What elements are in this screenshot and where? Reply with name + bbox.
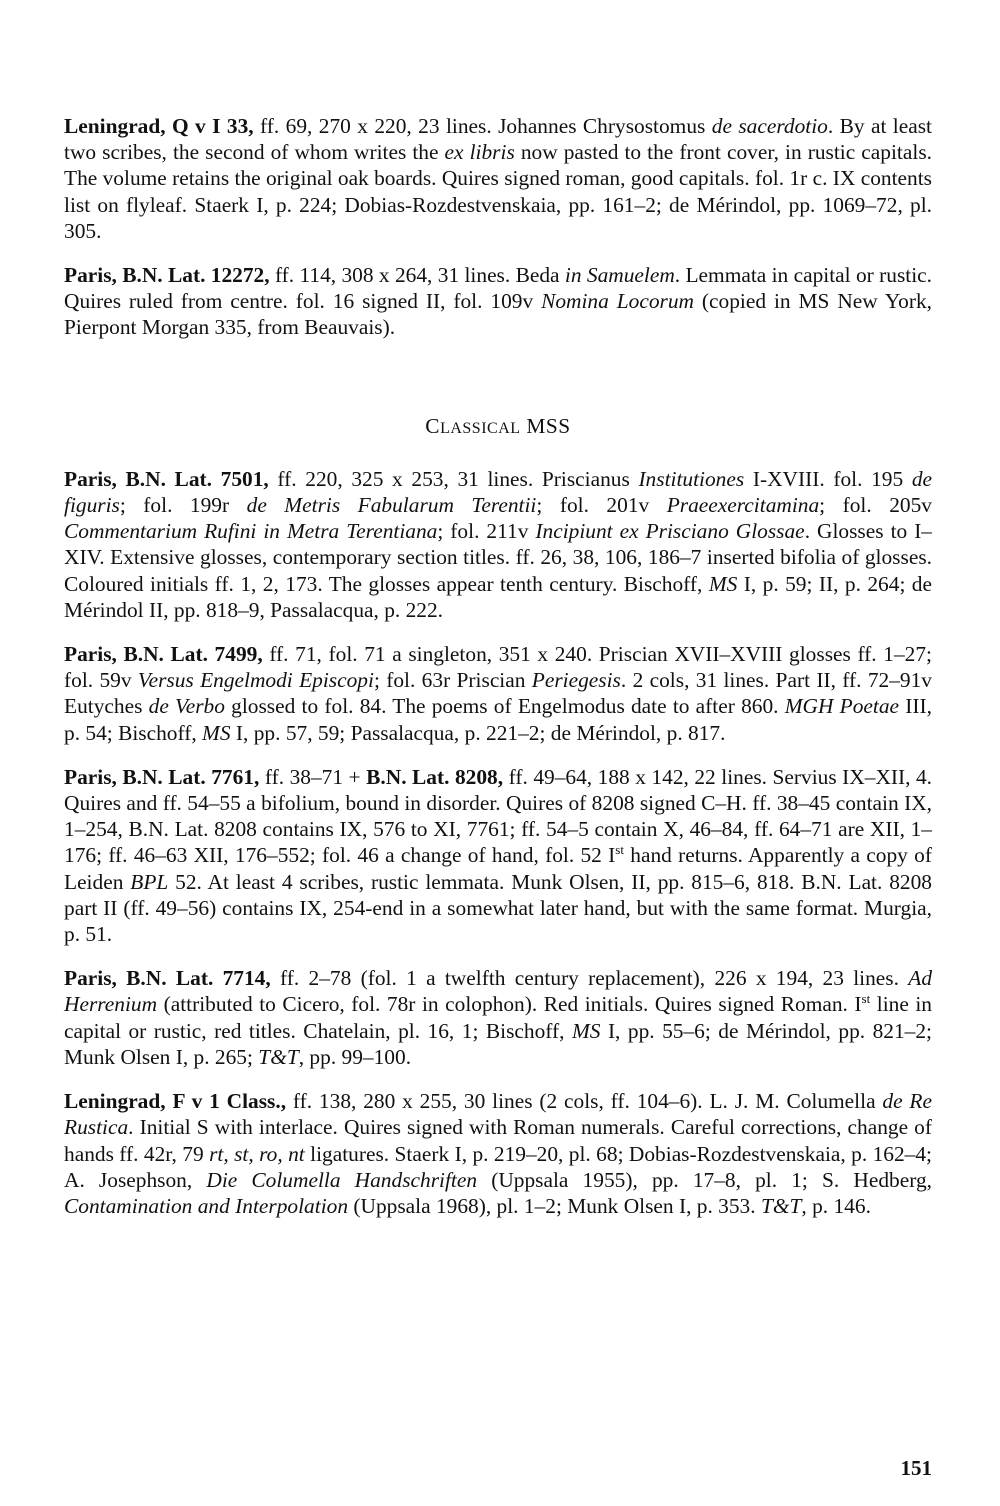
manuscript-entry — [64, 764, 932, 947]
italic-title: MGH Poetae — [784, 694, 900, 719]
entry-text: ff. 69, 270 x 220, 23 lines. Johannes Chrysostomus — [253, 114, 712, 138]
entry-text: I, pp. 55–6; de Mérindol, pp. 821–2; Munk Olsen I, p. 265; — [64, 1018, 932, 1069]
entry-text: ; fol. 211v — [437, 519, 536, 544]
shelfmark: Paris, B.N. Lat. 7501, — [64, 466, 269, 491]
section-heading-rest: MSS — [520, 413, 571, 438]
manuscript-entry — [64, 113, 932, 244]
ordinal-suffix: st — [615, 842, 624, 858]
italic-title: T&T — [258, 1044, 299, 1069]
italic-title: de figuris — [64, 466, 933, 518]
italic-title: MS — [571, 1018, 601, 1043]
italic-title: de Metris Fabularum Terentii — [246, 493, 537, 518]
italic-title: de Re Rustica — [64, 1089, 932, 1140]
italic-title: Contamination and Interpolation — [64, 1193, 349, 1218]
shelfmark: Paris, B.N. Lat. 7714, — [64, 966, 271, 991]
entry-text: (copied in MS New York, Pierpont Morgan 335, from Beauvais). — [64, 289, 932, 340]
entry-text: ff. 2–78 (fol. 1 a twelfth century replacement), 226 x 194, 23 lines. — [270, 966, 909, 991]
entry-text: , pp. 99–100. — [298, 1044, 412, 1069]
entry-text: ; fol. 205v — [819, 493, 932, 518]
entry-text: line in capital or rustic, red titles. Chatelain, pl. 16, 1; Bischoff, — [64, 992, 932, 1043]
entry-text: ff. 38–71 + — [259, 764, 367, 789]
italic-title: Die Columella Handschriften — [206, 1167, 478, 1192]
entry-text: . Glosses to I–XIV. Extensive glosses, contemporary section titles. ff. 26, 38, 106, 186–7 inserted bifolia of glosses. Coloured initials ff. 1, 2, 173. The glosses appear tenth century. Bischoff, — [64, 519, 933, 596]
page-body — [64, 113, 932, 1237]
entry-text: I, pp. 57, 59; Passalacqua, p. 221–2; de Mérindol, p. 817. — [230, 720, 726, 745]
italic-title: MS — [708, 571, 738, 596]
entry-text: ligatures. Staerk I, p. 219–20, pl. 68; Dobias-Rozdestvenskaia, p. 162–4; A. Josephson, — [64, 1141, 932, 1192]
entry-text: I, p. 59; II, p. 264; de Mérindol II, pp. 818–9, Passalacqua, p. 222. — [64, 571, 932, 622]
entry-text: ff. 138, 280 x 255, 30 lines (2 cols, ff. 104–6). L. J. M. Columella — [286, 1089, 883, 1114]
entry-text: glossed to fol. 84. The poems of Engelmodus date to after 860. — [224, 694, 785, 719]
shelfmark: Leningrad, Q v I 33, — [64, 114, 254, 138]
italic-title: de sacerdotio — [711, 114, 828, 138]
entry-text: now pasted to the front cover, in rustic capitals. The volume retains the original oak boards. Quires signed roman, good capitals. fol. 1r c. IX contents list on flyleaf. Staerk I, p. 224; Dobias-Rozdestvenskaia, pp. 161–2; de Mérindol, pp. 1069–72, pl. 305. — [64, 140, 932, 243]
italic-title: Ad Herrenium — [64, 966, 933, 1017]
italic-title: Periegesis — [531, 668, 621, 693]
italic-title: de Verbo — [148, 694, 225, 719]
page-number: 151 — [900, 1456, 932, 1480]
section-heading-smallcaps: LASSICAL — [440, 419, 521, 437]
italic-title: Nomina Locorum — [541, 289, 694, 314]
entry-text: , p. 146. — [801, 1193, 871, 1218]
italic-title: Commentarium Rufini in Metra Terentiana — [64, 519, 438, 544]
italic-title: in Samuelem — [564, 263, 675, 288]
entry-text: I-XVIII. fol. 195 — [744, 466, 912, 491]
entry-text: (attributed to Cicero, fol. 78r in colophon). Red initials. Quires signed Roman. I — [157, 992, 862, 1017]
entry-text: . By at least two scribes, the second of whom writes the — [64, 114, 932, 165]
entry-text: ff. 49–64, 188 x 142, 22 lines. Servius IX–XII, 4. Quires and ff. 54–55 a bifolium, bound in disorder. Quires of 8208 signed C–H. ff. 38–45 contain IX, 1–254, B.N. Lat. 8208 contains IX, 576 to XI, 7761; ff. 54–5 contain X, 46–84, ff. 64–71 are XII, 1–176; ff. 46–63 XII, 176–552; fol. 46 a change of hand, fol. 52 I — [64, 764, 933, 868]
italic-title: BPL — [130, 869, 169, 894]
shelfmark: B.N. Lat. 8208, — [366, 764, 504, 789]
shelfmark: Paris, B.N. Lat. 12272, — [64, 263, 270, 288]
italic-title: MS — [202, 720, 231, 745]
entry-text: ff. 220, 325 x 253, 31 lines. Priscianus — [268, 466, 639, 491]
manuscript-entry — [64, 262, 932, 341]
italic-title: Versus Engelmodi Episcopi — [137, 668, 374, 693]
section-heading — [64, 413, 932, 442]
entry-text: (Uppsala 1968), pl. 1–2; Munk Olsen I, p. 353. — [348, 1193, 761, 1218]
entry-text: . 2 cols, 31 lines. Part II, ff. 72–91v Eutyches — [64, 668, 933, 719]
manuscript-entry — [64, 1088, 932, 1219]
italic-title: Praeexercitamina — [666, 493, 820, 518]
manuscript-entry — [64, 641, 932, 746]
italic-title: rt, st, ro, nt — [209, 1141, 305, 1166]
entry-text: III, p. 54; Bischoff, — [64, 694, 932, 745]
entry-text: ; fol. 199r — [119, 493, 247, 518]
italic-title: T&T — [760, 1193, 802, 1218]
ordinal-suffix: st — [861, 991, 871, 1007]
entry-text: hand returns. Apparently a copy of Leiden — [64, 843, 932, 894]
entry-text: ; fol. 201v — [536, 493, 667, 518]
section-heading-initial: C — [425, 413, 441, 438]
manuscript-entry — [64, 466, 932, 623]
manuscript-entry — [64, 965, 932, 1070]
entry-text: . Initial S with interlace. Quires signed with Roman numerals. Careful corrections, change of hands ff. 42r, 79 — [64, 1115, 932, 1166]
entry-text: ff. 71, fol. 71 a singleton, 351 x 240. Priscian XVII–XVIII glosses ff. 1–27; fol. 59v — [64, 642, 932, 693]
entries-classical — [64, 466, 932, 1219]
entry-text: ; fol. 63r Priscian — [373, 668, 532, 693]
shelfmark: Paris, B.N. Lat. 7499, — [64, 642, 263, 667]
italic-title: Institutiones — [638, 466, 745, 491]
entry-text: ff. 114, 308 x 264, 31 lines. Beda — [269, 263, 565, 288]
entries-top — [64, 113, 932, 341]
italic-title: Incipiunt ex Prisciano Glossae — [535, 519, 805, 544]
shelfmark: Paris, B.N. Lat. 7761, — [64, 764, 260, 789]
shelfmark: Leningrad, F v 1 Class., — [64, 1089, 287, 1114]
entry-text: (Uppsala 1955), pp. 17–8, pl. 1; S. Hedberg, — [477, 1167, 932, 1192]
entry-text: . Lemmata in capital or rustic. Quires ruled from centre. fol. 16 signed II, fol. 109v — [64, 263, 932, 314]
italic-title: ex libris — [444, 140, 515, 165]
entry-text: 52. At least 4 scribes, rustic lemmata. Munk Olsen, II, pp. 815–6, 818. B.N. Lat. 8208 part II (ff. 49–56) contains IX, 254-end in a somewhat later hand, but with the same format. Murgia, p. 51. — [64, 869, 932, 947]
